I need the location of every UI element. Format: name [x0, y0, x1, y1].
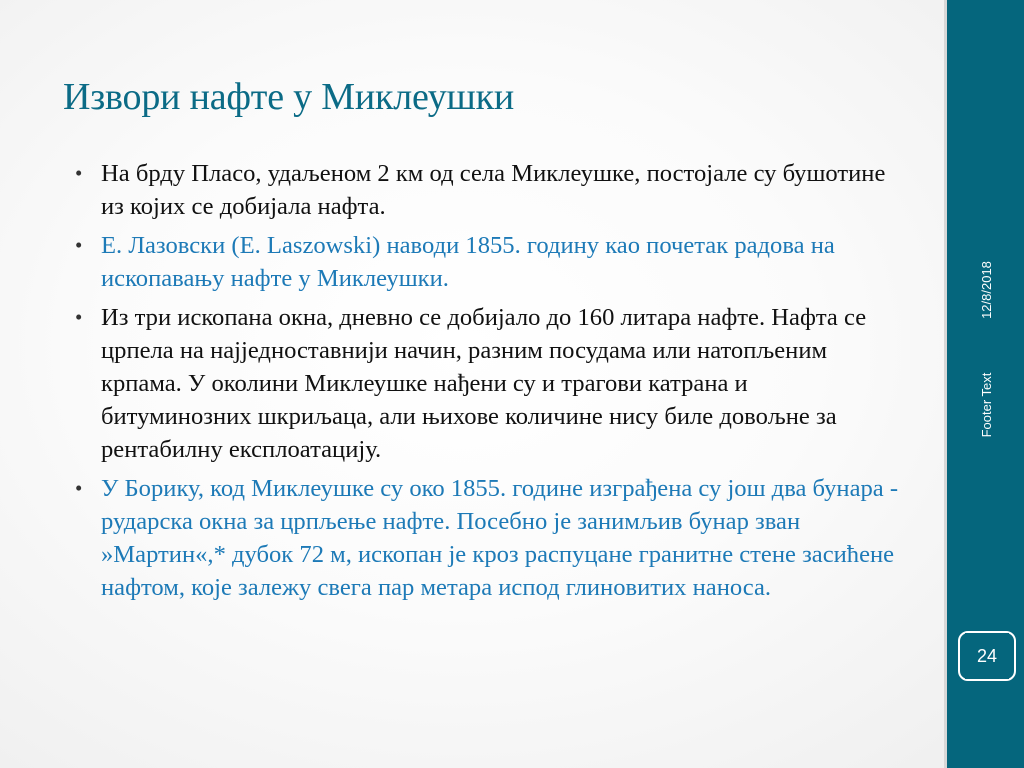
bullet-dot-icon: •	[75, 233, 83, 257]
page-number-badge	[958, 631, 1016, 681]
bullet-text: Е. Лазовски (E. Laszowski) наводи 1855. годину као почетак радова на ископавању нафте у Миклеушки.	[101, 232, 835, 292]
bullet-item	[75, 301, 900, 466]
bullet-text: Из три ископана окна, дневно се добијало до 160 литара нафте. Нафта се црпела на најједноставнији начин, разним посудама или натопљеним крпама. У околини Миклеушке нађени су и трагови катрана и битуминозних шкриљаца, али њихове количине нису биле довољне за рентабилну експлоатацију.	[101, 304, 867, 463]
page-number: 24	[976, 646, 998, 666]
bullet-dot-icon: •	[75, 305, 83, 329]
bullet-list	[75, 157, 900, 610]
bullet-item	[75, 472, 900, 604]
slide-title: Извори нафте у Миклеушки	[63, 76, 514, 118]
bullet-dot-icon: •	[75, 161, 83, 185]
footer-text: Footer Text	[979, 372, 994, 438]
bullet-item	[75, 229, 900, 295]
bullet-text: На брду Пласо, удаљеном 2 км од села Миклеушке, постојале су бушотине из којих се добијала нафта.	[101, 160, 886, 220]
bullet-text: У Борику, код Миклеушке су око 1855. године изграђена су још два бунара - рударска окна за црпљење нафте. Посебно је занимљив бунар зван »Мартин«,* дубок 72 м, ископан је кроз распуцане гранитне стене засићене нафтом, које залежу свега пар метара испод глиновитих наноса.	[101, 475, 899, 601]
bullet-dot-icon: •	[75, 476, 83, 500]
bullet-item	[75, 157, 900, 223]
slide-date: 12/8/2018	[979, 261, 994, 319]
